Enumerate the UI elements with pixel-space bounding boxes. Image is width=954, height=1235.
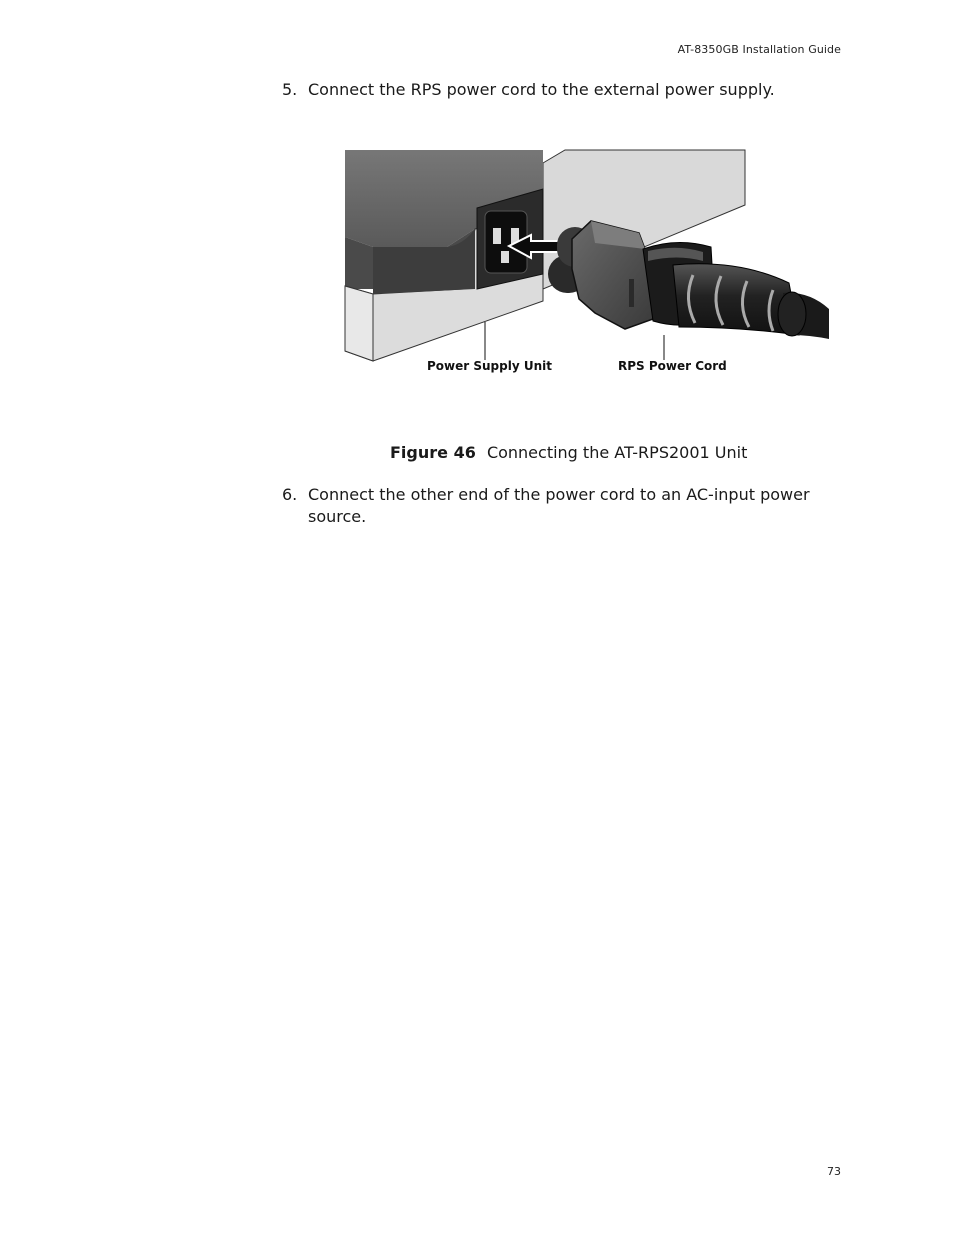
page-number: 73 bbox=[827, 1165, 841, 1178]
power-connection-illustration bbox=[343, 149, 829, 381]
step-text: Connect the RPS power cord to the external power supply. bbox=[308, 80, 775, 99]
step-5 bbox=[282, 79, 822, 101]
figure-caption-label: Figure 46 bbox=[390, 443, 476, 462]
figure-caption-text: Connecting the AT-RPS2001 Unit bbox=[486, 443, 748, 462]
step-text: Connect the other end of the power cord to an AC-input power source. bbox=[308, 485, 810, 526]
callout-rps-power-cord: RPS Power Cord bbox=[618, 359, 727, 373]
step-number: 6. bbox=[282, 485, 298, 504]
step-6 bbox=[282, 484, 822, 528]
figure-illustration bbox=[343, 149, 829, 381]
running-header: AT-8350GB Installation Guide bbox=[677, 43, 841, 56]
step-number: 5. bbox=[282, 80, 298, 99]
callout-power-supply-unit: Power Supply Unit bbox=[427, 359, 552, 373]
figure-caption bbox=[390, 443, 747, 462]
